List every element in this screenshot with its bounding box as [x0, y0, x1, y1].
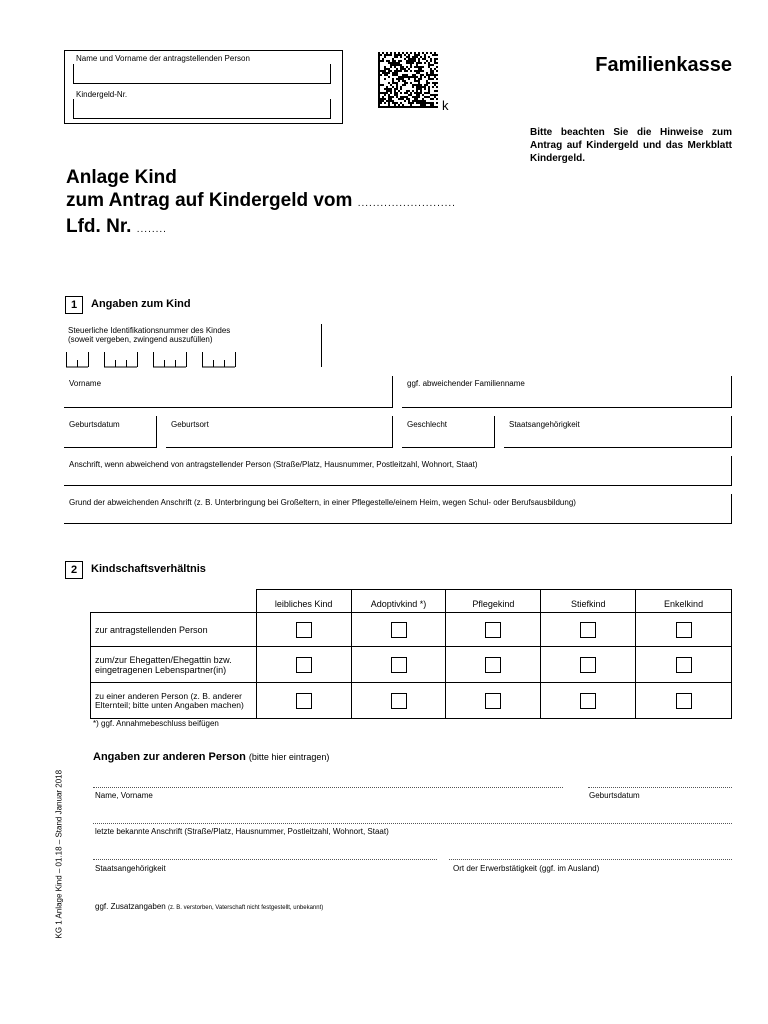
checkbox[interactable] [485, 693, 501, 709]
other-person-title-hint: (bitte hier eintragen) [248, 752, 330, 762]
kindergeld-nr-label: Kindergeld-Nr. [76, 90, 128, 99]
checkbox[interactable] [676, 693, 692, 709]
col-enkel: Enkelkind [636, 590, 732, 613]
cell [541, 683, 636, 719]
cell [636, 647, 732, 683]
form-id-sidetext: KG 1 Anlage Kind – 01.18 – Stand Januar 2018 [54, 769, 64, 939]
geschlecht-label: Geschlecht [407, 420, 448, 429]
section1-number: 1 [65, 296, 83, 314]
col-stief: Stiefkind [541, 590, 636, 613]
erwerb-line[interactable] [449, 859, 732, 860]
table-row [91, 613, 732, 647]
cell [446, 683, 541, 719]
other-person-title-text: Angaben zur anderen Person [93, 751, 246, 763]
table-row [91, 683, 732, 719]
checkbox[interactable] [296, 657, 312, 673]
title-line2 [66, 189, 456, 215]
name-line[interactable] [93, 787, 563, 788]
page-title [66, 166, 456, 241]
checkbox[interactable] [676, 657, 692, 673]
checkbox[interactable] [580, 657, 596, 673]
date-dots: .......................... [357, 198, 456, 209]
applicant-name-field[interactable] [73, 64, 331, 84]
zusatz-text: ggf. Zusatzangaben [95, 902, 166, 911]
anschrift-line[interactable] [93, 823, 732, 824]
other-person-title [93, 751, 329, 763]
cell [541, 613, 636, 647]
cell [636, 683, 732, 719]
geburtsdatum-label: Geburtsdatum [69, 420, 120, 429]
grund-label: Grund der abweichenden Anschrift (z. B. Unterbringung bei Großeltern, in einer Pflegestelle/einem Heim, wegen Schul- oder Berufsausbildung) [69, 498, 576, 507]
cell [446, 613, 541, 647]
cell [636, 613, 732, 647]
title-line3-text: Lfd. Nr. [66, 216, 132, 237]
cell [256, 647, 351, 683]
section2-title: Kindschaftsverhältnis [91, 563, 206, 575]
checkbox[interactable] [580, 693, 596, 709]
tax-id-digit-boxes[interactable] [66, 348, 322, 368]
cell [351, 613, 446, 647]
qr-suffix: k [442, 98, 449, 113]
checkbox[interactable] [391, 693, 407, 709]
familienname-label: ggf. abweichender Familienname [407, 379, 525, 388]
checkbox[interactable] [391, 622, 407, 638]
checkbox[interactable] [580, 622, 596, 638]
agency-title: Familienkasse [595, 54, 732, 76]
section2-number: 2 [65, 561, 83, 579]
other-anschrift-label: letzte bekannte Anschrift (Straße/Platz, Hausnummer, Postleitzahl, Wohnort, Staat) [95, 827, 389, 836]
checkbox[interactable] [485, 622, 501, 638]
erwerb-label: Ort der Erwerbstätigkeit (ggf. im Ausland) [453, 864, 600, 873]
name-label: Name, Vorname [95, 791, 153, 800]
staatsangehoerigkeit-line[interactable] [93, 859, 437, 860]
geburtsdatum-line[interactable] [588, 787, 732, 788]
section1-title: Angaben zum Kind [91, 298, 191, 310]
col-leiblich: leibliches Kind [256, 590, 351, 613]
checkbox[interactable] [485, 657, 501, 673]
col-pflege: Pflegekind [446, 590, 541, 613]
row-label-ehegatte: zum/zur Ehegatten/Ehegattin bzw. eingetragenen Lebenspartner(in) [91, 647, 257, 683]
kindschaft-table [90, 589, 732, 719]
zusatz-hint: (z. B. verstorben, Vaterschaft nicht festgestellt, unbekannt) [167, 905, 324, 911]
tax-id-label-2: (soweit vergeben, zwingend auszufüllen) [68, 335, 213, 344]
cell [446, 647, 541, 683]
geburtsort-label: Geburtsort [171, 420, 209, 429]
cell [256, 613, 351, 647]
checkbox[interactable] [296, 622, 312, 638]
row-label-andere: zu einer anderen Person (z. B. anderer Elternteil; bitte unten Angaben machen) [91, 683, 257, 719]
datamatrix-code-icon [378, 52, 438, 108]
notice-text: Bitte beachten Sie die Hinweise zum Antrag auf Kindergeld und das Merkblatt Kindergeld. [530, 127, 732, 164]
applicant-name-label: Name und Vorname der antragstellenden Person [76, 54, 250, 63]
zusatz-label [95, 902, 323, 913]
checkbox[interactable] [391, 657, 407, 673]
anschrift-label: Anschrift, wenn abweichend von antragstellender Person (Straße/Platz, Hausnummer, Postleitzahl, Wohnort, Staat) [69, 460, 478, 469]
table-row [91, 647, 732, 683]
kindergeld-nr-field[interactable] [73, 99, 331, 119]
nr-dots: ........ [136, 224, 167, 235]
table-header-row [91, 590, 732, 613]
cell [351, 683, 446, 719]
checkbox[interactable] [676, 622, 692, 638]
tax-id-label-1: Steuerliche Identifikationsnummer des Kindes [68, 326, 231, 335]
other-geburtsdatum-label: Geburtsdatum [589, 791, 640, 800]
col-adoptiv: Adoptivkind *) [351, 590, 446, 613]
title-line2-text: zum Antrag auf Kindergeld vom [66, 190, 353, 211]
cell [256, 683, 351, 719]
cell [351, 647, 446, 683]
title-line1: Anlage Kind [66, 167, 177, 188]
vorname-field[interactable] [64, 376, 393, 408]
title-line3 [66, 215, 456, 241]
row-label-antragsteller: zur antragstellenden Person [91, 613, 257, 647]
footnote: *) ggf. Annahmebeschluss beifügen [93, 719, 219, 728]
table-corner [91, 590, 257, 613]
other-staatsangehoerigkeit-label: Staatsangehörigkeit [95, 864, 166, 873]
checkbox[interactable] [296, 693, 312, 709]
staatsangehoerigkeit-label: Staatsangehörigkeit [509, 420, 580, 429]
vorname-label: Vorname [69, 379, 102, 388]
cell [541, 647, 636, 683]
